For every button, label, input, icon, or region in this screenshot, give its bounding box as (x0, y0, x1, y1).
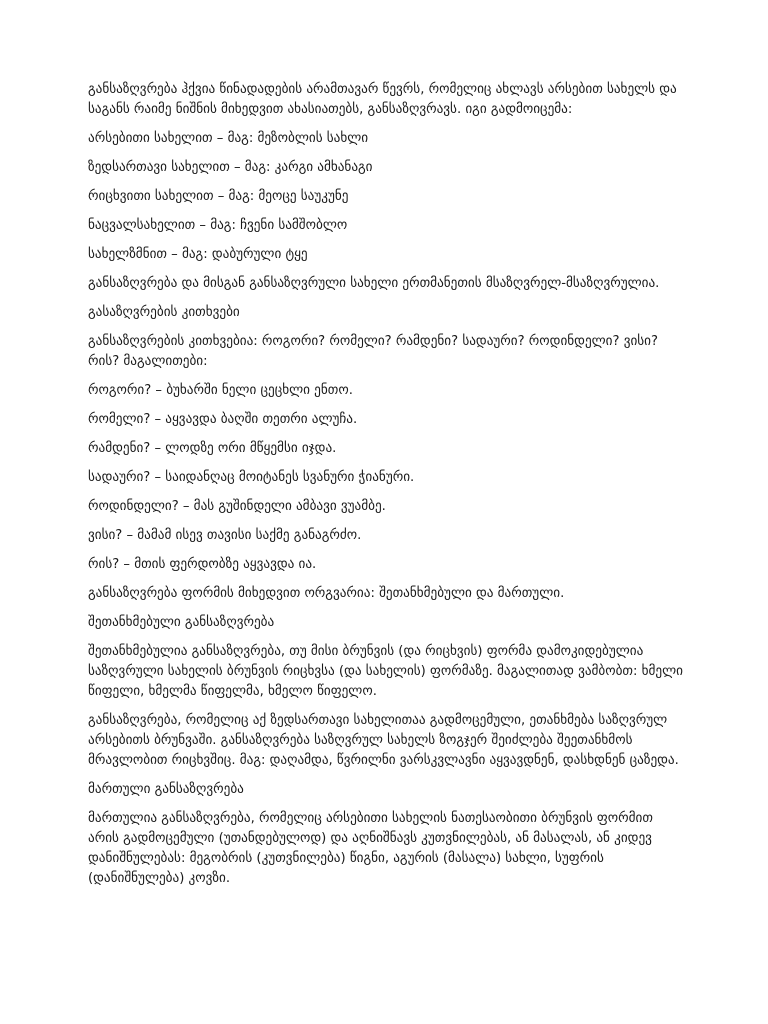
questions-paragraph: განსაზღვრების კითხვებია: როგორი? რომელი? რამდენი? სადაური? როდინდელი? ვისი? რის? მაგალითები: (88, 334, 658, 369)
relation-paragraph: განსაზღვრება და მისგან განსაზღვრული სახელი ერთმანეთის მსაზღვრელ-მსაზღვრულია. (88, 276, 660, 291)
governed-paragraph: მართულია განსაზღვრება, რომელიც არსებითი სახელის ნათესაობითი ბრუნვის ფორმით არის გადმოცემული (უთანდებულოდ) და აღნიშნავს კუთვნილებას, ან მასალას, ან კიდევ დანიშნულებას: მეგობრის (კუთვნილება) წიგნი, აგურის (მასალა) სახლი, სუფრის (დანიშნულება) კოვზი. (88, 811, 653, 886)
example-adjective: ზედსართავი სახელით – მაგ: კარგი ამხანაგი (88, 160, 373, 175)
question-example-rogori: როგორი? – ბუხარში ნელი ცეცხლი ენთო. (88, 383, 353, 398)
intro-paragraph: განსაზღვრება ჰქვია წინადადების არამთავარ წევრს, რომელიც ახლავს არსებით სახელს და საგანს რაიმე ნიშნის მიხედვით ახასიათებს, განსაზღვრავს. იგი გადმოიცემა: (88, 82, 677, 117)
example-numeral: რიცხვითი სახელით – მაგ: მეოცე საუკუნე (88, 189, 349, 204)
section-heading-agreed: შეთანხმებული განსაზღვრება (88, 615, 275, 630)
question-example-ramdeni: რამდენი? – ლოდზე ორი მწყემსი იჯდა. (88, 441, 337, 456)
question-example-visi: ვისი? – მამამ ისევ თავისი საქმე განაგრძო. (88, 528, 362, 543)
agreed-explanation-paragraph: განსაზღვრება, რომელიც აქ ზედსართავი სახელითაა გადმოცემული, ეთანხმება საზღვრულ არსებითს ბრუნვაში. განსაზღვრება საზღვრულ სახელს ზოგჯერ შეიძლება შეეთანხმოს მრავლობით რიცხვშიც. მაგ: დაღამდა, წვრილნი ვარსკვლავნი აყვავდნენ, დასხდნენ ცაზედა. (88, 713, 679, 768)
question-example-ris: რის? – მთის ფერდობზე აყვავდა ია. (88, 557, 317, 572)
section-heading-governed: მართული განსაზღვრება (88, 782, 244, 797)
agreed-paragraph: შეთანხმებულია განსაზღვრება, თუ მისი ბრუნვის (და რიცხვის) ფორმა დამოკიდებულია საზღვრული სახელის ბრუნვის რიცხვსა (და სახელის) ფორმაზე. მაგალითად ვამბობთ: ხმელი წიფელი, ხმელმა წიფელმა, ხმელო წიფელო. (88, 644, 683, 699)
example-participle: სახელზმნით – მაგ: დაბურული ტყე (88, 247, 308, 262)
question-example-rodindeli: როდინდელი? – მას გუშინდელი ამბავი ვუამბე. (88, 499, 386, 514)
question-example-sadauri: სადაური? – საიდანღაც მოიტანეს სვანური ჭიანური. (88, 470, 415, 485)
example-noun: არსებითი სახელით – მაგ: მეზობლის სახლი (88, 131, 369, 146)
question-example-romeli: რომელი? – აყვავდა ბაღში თეთრი ალუჩა. (88, 412, 358, 427)
section-heading-questions: გასაზღვრების კითხვები (88, 305, 240, 320)
form-types-paragraph: განსაზღვრება ფორმის მიხედვით ორგვარია: შეთანხმებული და მართული. (88, 586, 565, 601)
document-page (88, 80, 688, 898)
example-pronoun: ნაცვალსახელით – მაგ: ჩვენი სამშობლო (88, 218, 348, 233)
